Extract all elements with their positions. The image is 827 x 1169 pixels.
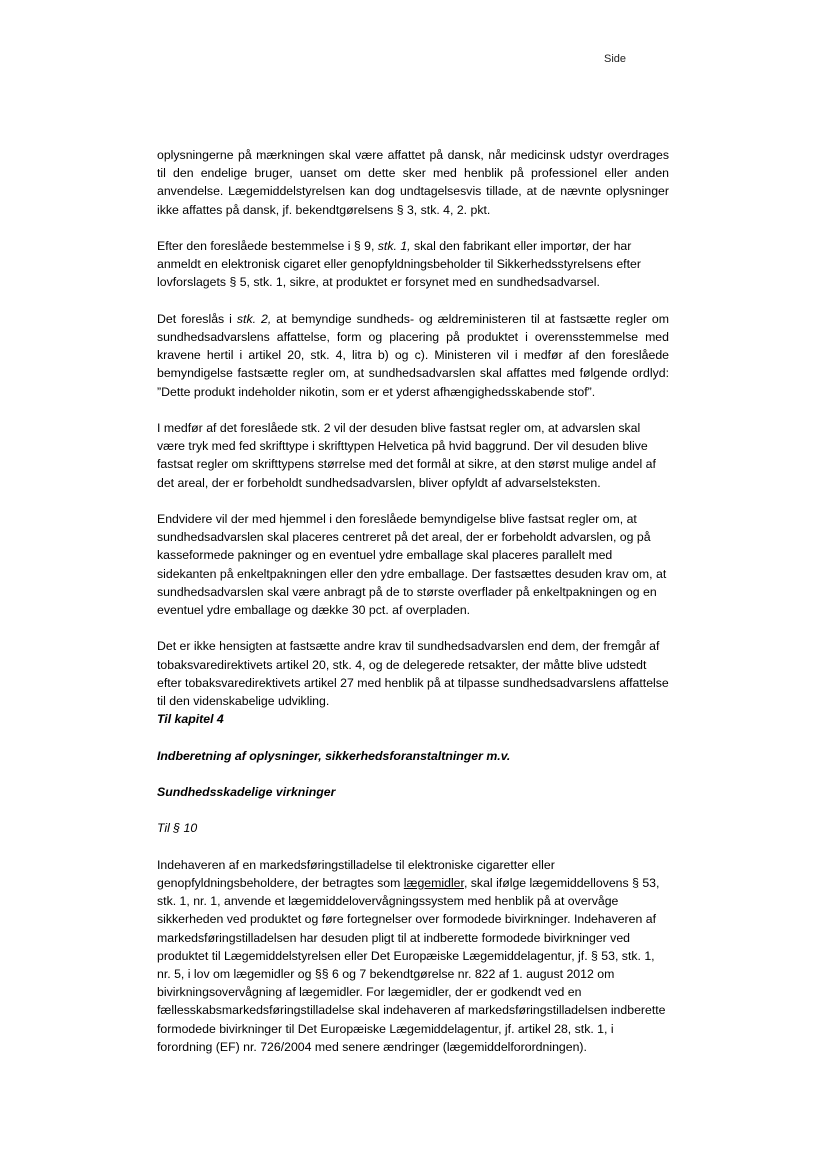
paragraph-3-text-a: Det foreslås i xyxy=(157,311,237,326)
paragraph-3 xyxy=(157,310,669,401)
subsection-heading: Sundhedsskadelige virkninger xyxy=(157,785,336,799)
paragraph-2-text-a: Efter den foreslåede bestemmelse i § 9, xyxy=(157,239,378,253)
document-body xyxy=(157,146,669,1074)
paragraph-6: Det er ikke hensigten at fastsætte andre krav til sundhedsadvarslen end dem, der fremgår af tobaksvaredirektivets artikel 20, stk. 4, og de delegerede retsakter, der måtte blive udstedt efter tobaksvaredirektivets artikel 27 med henblik på at tilpasse sundhedsadvarslens affattelse til den videnskabelige udvikling. xyxy=(157,639,669,709)
paragraph-2-emphasis: stk. 1, xyxy=(377,239,411,253)
paragraph-2 xyxy=(157,237,669,292)
paragraph-1: oplysningerne på mærkningen skal være affattet på dansk, når medicinsk udstyr overdrages til den endelige bruger, uanset om dette sker med henblik på professionel eller anden anvendelse. Lægemiddelstyrelsen kan dog undtagelsesvis tillade, at de nævnte oplysninger ikke affattes på dansk, jf. bekendtgørelsens § 3, stk. 4, 2. pkt. xyxy=(157,148,669,217)
paragraph-7-text-b: , skal ifølge lægemiddellovens § 53, stk. 1, nr. 1, anvende et lægemiddelovervågningssystem med henblik på at overvåge sikkerheden ved produktet og føre fortegnelser over formodede bivirkninger. Indehaveren af markedsføringstilladelsen har desuden pligt til at indberette formodede bivirkninger ved produktet til Lægemiddelstyrelsen eller Det Europæiske Lægemiddelagentur, jf. § 53, stk. 1, nr. 5, i lov om lægemidler og §§ 6 og 7 bekendtgørelse nr. 822 af 1. august 2012 om bivirkningsovervågning af lægemidler. For lægemidler, der er godkendt ved en fællesskabsmarkedsføringstilladelse skal indehaveren af markedsføringstilladelsen indberette formodede bivirkninger til Det Europæiske Lægemiddelagentur, jf. artikel 28, stk. 1, i forordning (EF) nr. 726/2004 med senere ændringer (lægemiddelforordningen). xyxy=(157,875,666,1054)
chapter-heading: Til kapitel 4 xyxy=(157,712,224,727)
paragraph-reference-heading: Til § 10 xyxy=(157,821,198,836)
section-title: Indberetning af oplysninger, sikkerhedsforanstaltninger m.v. xyxy=(157,748,511,763)
paragraph-5: Endvidere vil der med hjemmel i den foreslåede bemyndigelse blive fastsat regler om, at sundhedsadvarslen skal placeres centreret på det areal, der er forbeholdt advarslen, og på kasseformede pakninger og en eventuel ydre emballage skal placeres parallelt med sidekanten på enkeltpakningen eller den ydre emballage. Der fastsættes desuden krav om, at sundhedsadvarslen skal være anbragt på de to største overflader på enkeltpakningen og en eventuel ydre emballage og dække 30 pct. af overpladen. xyxy=(157,512,667,618)
paragraph-4: I medfør af det foreslåede stk. 2 vil der desuden blive fastsat regler om, at advarslen skal være tryk med fed skrifttype i skrifttypen Helvetica på hvid baggrund. Der vil desuden blive fastsat regler om skrifttypens størrelse med det formål at sikre, at den størst mulige andel af det areal, der er forbeholdt sundhedsadvarslen, bliver opfyldt af advarselsteksten. xyxy=(157,421,656,490)
paragraph-3-emphasis: stk. 2, xyxy=(236,311,272,326)
page-header-label: Side xyxy=(604,53,627,65)
paragraph-3-text-b: at bemyndige sundheds- og ældreministeren til at fastsætte regler om sundhedsadvarslens affattelse, form og placering på produktet i overensstemmelse med kravene hertil i artikel 20, stk. 4, litra b) og c). Ministeren vil i medfør af den foreslåede bemyndigelse fastsætte regler om, at sundhedsadvarslen skal affattes med følgende ordlyd: ”Dette produkt indeholder nikotin, som er et yderst afhængighedsskabende stof”. xyxy=(157,311,669,399)
paragraph-7-text-a: Indehaveren af en markedsføringstilladelse til elektroniske cigaretter eller genopfyldningsbeholdere, der betragtes som xyxy=(157,857,555,890)
laegemidler-underlined: lægemidler xyxy=(403,875,464,890)
paragraph-2-text-b: skal den fabrikant eller importør, der har anmeldt en elektronisk cigaret eller genopfyldningsbeholder til Sikkerhedsstyrelsens efter lovforslagets § 5, stk. 1, sikre, at produktet er forsynet med en sundhedsadvarsel. xyxy=(157,239,641,290)
paragraph-7 xyxy=(157,856,669,1056)
